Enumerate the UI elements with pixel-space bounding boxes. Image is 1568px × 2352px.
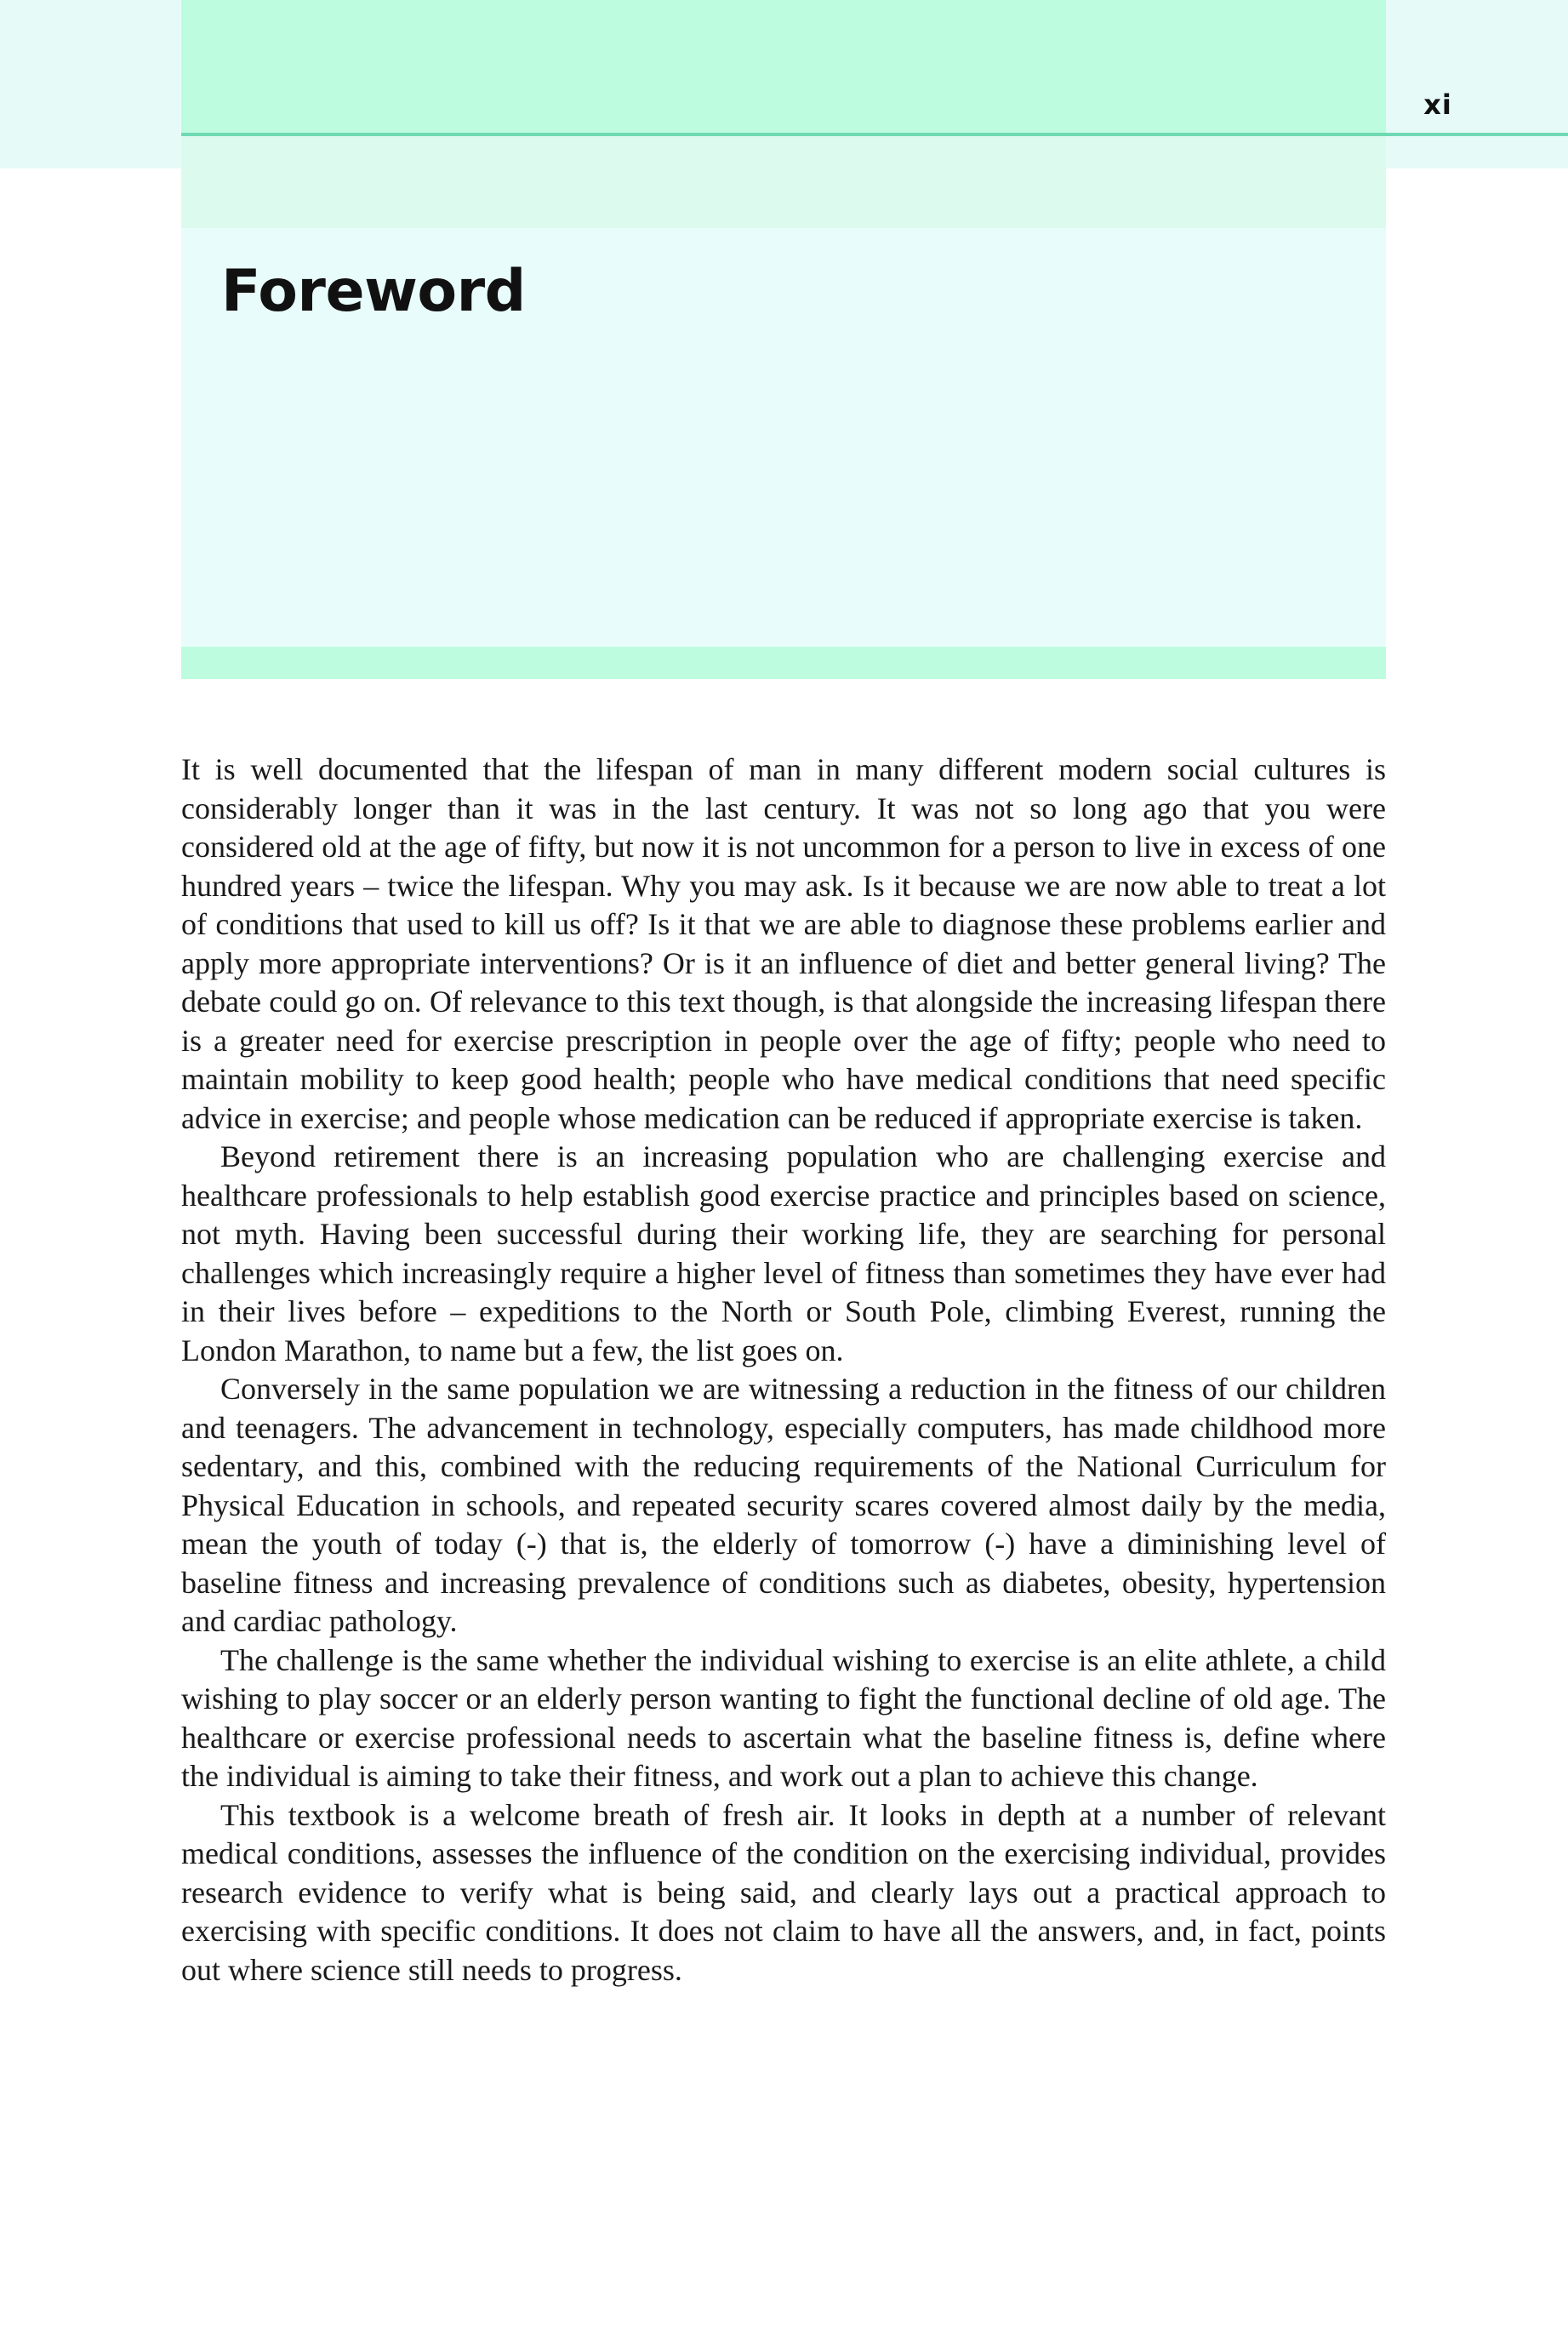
paragraph-3: Conversely in the same population we are witnessing a reduction in the fitness of our children and teenagers. The advancement in technology, especially computers, has made childhood more sedentary, and this, combined with the reducing requirements of the National Curriculum for Physical Education in schools, and repeated security scares covered almost daily by the media, mean the youth of today (-) that is, the elderly of tomorrow (-) have a diminishing level of baseline fitness and increasing prevalence of conditions such as diabetes, obesity, hypertension and cardiac pathology. bbox=[181, 1372, 1386, 1638]
title-block-upper bbox=[181, 136, 1386, 230]
paragraph-2: Beyond retirement there is an increasing population who are challenging exercise and healthcare professionals to help establish good exercise practice and principles based on science, not myth. Having been successful during their working life, they are searching for personal challenges which increasingly require a higher level of fitness than sometimes they have ever had in their lives before – expeditions to the North or South Pole, climbing Everest, running the London Marathon, to name but a few, the list goes on. bbox=[181, 1139, 1386, 1367]
chapter-title: Foreword bbox=[221, 258, 526, 325]
header-band-left bbox=[0, 0, 181, 168]
paragraph-1: It is well documented that the lifespan of man in many different modern social cultures is considerably longer than it was in the last century. It was not so long ago that you were considered old at the age of fifty, but now it is not uncommon for a person to live in excess of one hundred years – twice the lifespan. Why you may ask. Is it because we are now able to treat a lot of conditions that used to kill us off? Is it that we are able to diagnose these problems earlier and apply more appropriate interventions? Or is it an influence of diet and better general living? The debate could go on. Of relevance to this text though, is that alongside the increasing lifespan there is a greater need for exercise prescription in people over the age of fifty; people who need to maintain mobility to keep good health; people who have medical conditions that need specific advice in exercise; and people whose medication can be reduced if appropriate exercise is taken. bbox=[181, 752, 1386, 1135]
header-band-right bbox=[1386, 0, 1568, 168]
page-number: xi bbox=[1423, 88, 1452, 121]
paragraph-4: The challenge is the same whether the individual wishing to exercise is an elite athlete, a child wishing to play soccer or an elderly person wanting to fight the functional decline of old age. The healthcare or exercise professional needs to ascertain what the baseline fitness is, define where the individual is aiming to take their fitness, and work out a plan to achieve this change. bbox=[181, 1642, 1386, 1793]
title-block-bar bbox=[181, 647, 1386, 679]
header-band bbox=[181, 0, 1386, 134]
paragraph-5: This textbook is a welcome breath of fresh air. It looks in depth at a number of relevant medical conditions, assesses the influence of the condition on the exercising individual, provides research evidence to verify what is being said, and clearly lays out a practical approach to exercising with specific conditions. It does not claim to have all the answers, and, in fact, points out where science still needs to progress. bbox=[181, 1797, 1386, 1987]
body-text bbox=[181, 751, 1386, 1989]
